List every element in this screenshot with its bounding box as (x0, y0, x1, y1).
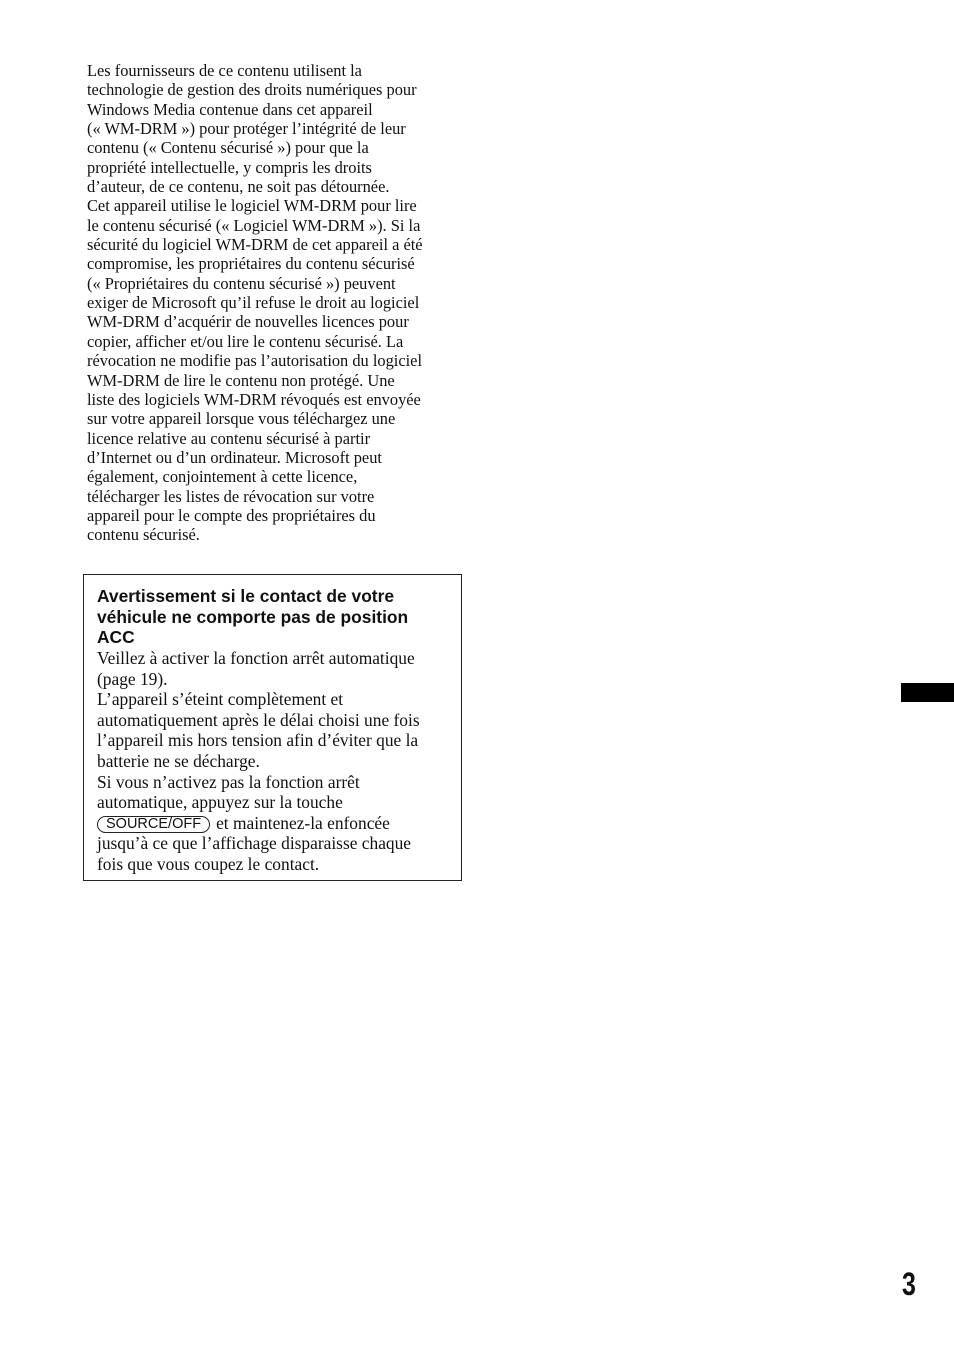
body-line: d’auteur, de ce contenu, ne soit pas détournée. (87, 177, 390, 197)
body-line: exiger de Microsoft qu’il refuse le droit au logiciel (87, 293, 420, 313)
body-paragraph (87, 61, 465, 545)
body-line: télécharger les listes de révocation sur votre (87, 486, 375, 506)
warning-body-line: jusqu’à ce que l’affichage disparaisse chaque (97, 833, 412, 854)
warning-body-line: automatiquement après le délai choisi une fois (97, 709, 420, 730)
warning-box (83, 574, 462, 881)
body-line: Les fournisseurs de ce contenu utilisent la (87, 61, 362, 80)
body-line: révocation ne modifie pas l’autorisation du logiciel (87, 351, 422, 371)
body-line: sur votre appareil lorsque vous téléchargez une (87, 409, 396, 429)
warning-body-line: (page 19). (97, 668, 168, 689)
warning-key-line-text: et maintenez-la enfoncée (216, 812, 390, 833)
body-line: sécurité du logiciel WM-DRM de cet appareil a été (87, 235, 423, 255)
warning-body-line: Veillez à activer la fonction arrêt automatique (97, 648, 415, 668)
body-line: (« WM-DRM ») pour protéger l’intégrité de leur (87, 119, 406, 139)
body-line: contenu (« Contenu sécurisé ») pour que la (87, 138, 369, 158)
warning-title-line: véhicule ne comporte pas de position (97, 606, 409, 627)
body-line: Cet appareil utilise le logiciel WM-DRM pour lire (87, 196, 417, 216)
warning-title (97, 586, 408, 648)
body-line: (« Propriétaires du contenu sécurisé ») peuvent (87, 273, 396, 293)
section-tab-marker (901, 683, 954, 702)
body-line: technologie de gestion des droits numériques pour (87, 80, 417, 100)
body-line: contenu sécurisé. (87, 525, 200, 545)
warning-body-line: L’appareil s’éteint complètement et (97, 689, 344, 710)
body-line: également, conjointement à cette licence, (87, 467, 358, 487)
body-line: le contenu sécurisé (« Logiciel WM-DRM »). Si la (87, 215, 421, 235)
page-number: 3 (902, 1266, 916, 1302)
warning-body-line: Si vous n’activez pas la fonction arrêt (97, 771, 360, 792)
warning-body-line: batterie ne se décharge. (97, 750, 260, 771)
source-off-key-label: SOURCE/OFF (97, 816, 210, 833)
warning-body-line: l’appareil mis hors tension afin d’éviter que la (97, 730, 419, 751)
warning-body-line: fois que vous coupez le contact. (97, 853, 320, 874)
body-line: licence relative au contenu sécurisé à partir (87, 428, 371, 448)
warning-title-line: Avertissement si le contact de votre (97, 586, 395, 606)
warning-key-line (97, 813, 420, 834)
body-line: WM-DRM d’acquérir de nouvelles licences pour (87, 312, 409, 332)
body-line: appareil pour le compte des propriétaires du (87, 505, 376, 525)
body-line: WM-DRM de lire le contenu non protégé. Une (87, 370, 395, 390)
body-line: compromise, les propriétaires du contenu sécurisé (87, 254, 415, 274)
body-line: copier, afficher et/ou lire le contenu sécurisé. La (87, 331, 404, 351)
body-line: liste des logiciels WM-DRM révoqués est envoyée (87, 389, 421, 409)
warning-body (97, 648, 420, 875)
body-line: d’Internet ou d’un ordinateur. Microsoft peut (87, 447, 382, 467)
warning-title-line: ACC (97, 627, 135, 648)
body-line: Windows Media contenue dans cet appareil (87, 99, 373, 119)
body-line: propriété intellectuelle, y compris les droits (87, 157, 372, 177)
warning-body-line: automatique, appuyez sur la touche (97, 792, 343, 813)
